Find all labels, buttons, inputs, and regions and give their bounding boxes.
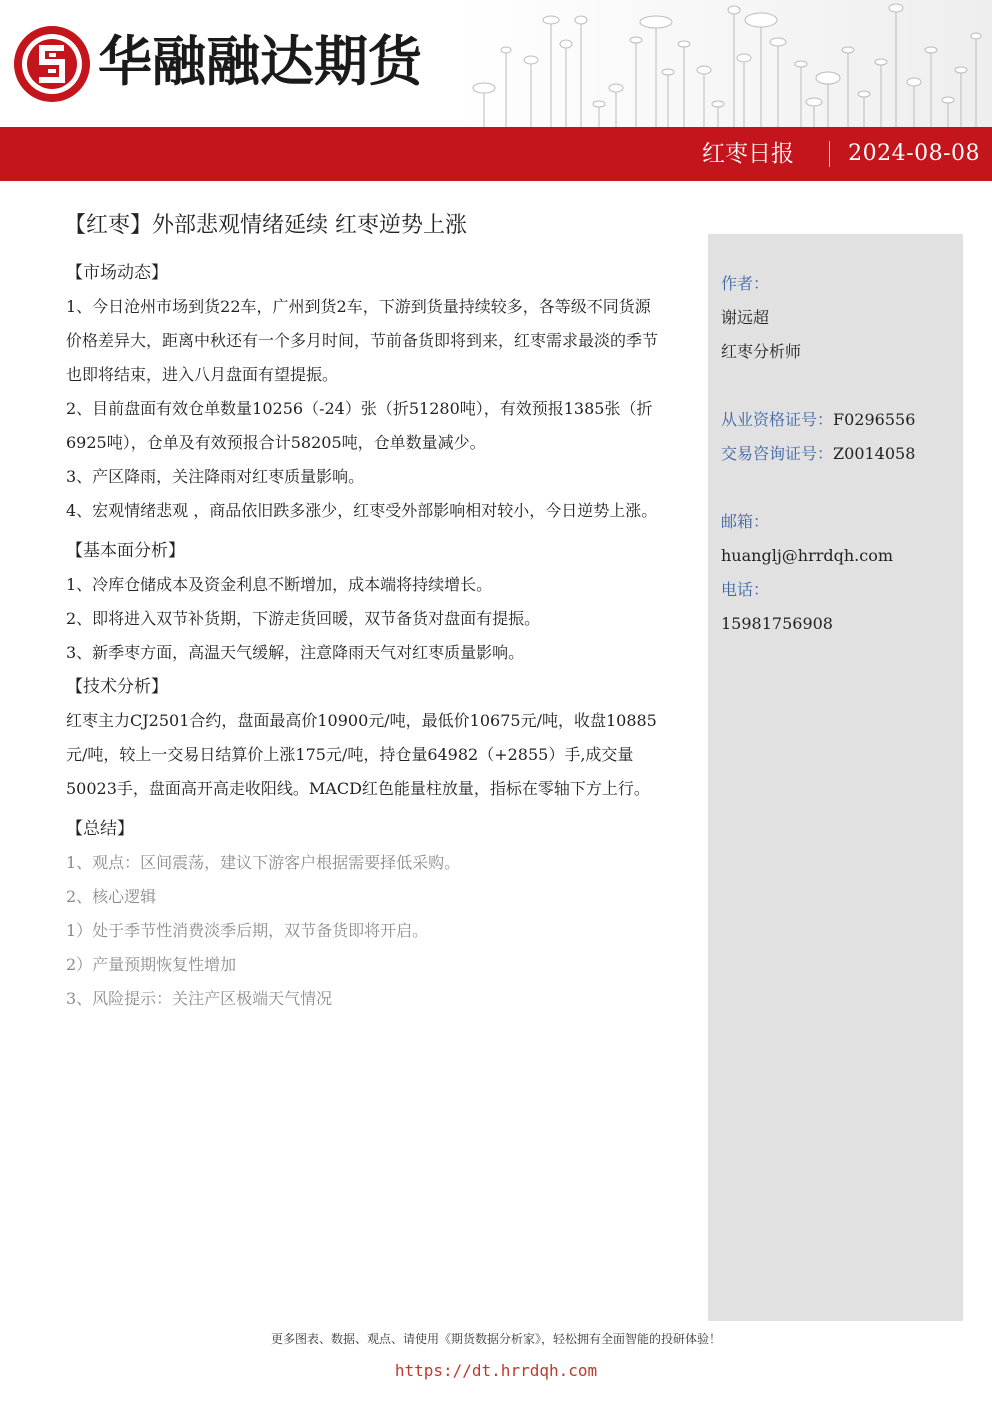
summary-item: 1）处于季节性消费淡季后期，双节备货即将开启。 xyxy=(66,921,429,940)
summary-list xyxy=(66,846,660,1016)
consulting-number: Z0014058 xyxy=(833,444,916,463)
market-item: 3、产区降雨，关注降雨对红枣质量影响。 xyxy=(66,467,365,486)
qualification-number: F0296556 xyxy=(833,410,916,429)
author-sidebar xyxy=(708,234,963,1321)
author-label: 作者： xyxy=(721,274,770,293)
main-content xyxy=(66,256,660,1016)
qualification-label: 从业资格证号： xyxy=(721,410,834,429)
consulting-line xyxy=(721,437,915,471)
section-title-technical: 【技术分析】 xyxy=(66,677,168,697)
company-logo xyxy=(12,24,92,104)
author-name: 谢远超 xyxy=(721,308,770,327)
article-headline: 【红枣】外部悲观情绪延续 红枣逆势上涨 xyxy=(64,213,467,238)
technical-text: 红枣主力CJ2501合约，盘面最高价10900元/吨，最低价10675元/吨，收盘10885元/吨，较上一交易日结算价上涨175元/吨，持仓量64982（+2855）手,成交量50023手，盘面高开高走收阳线。MACD红色能量柱放量，指标在零轴下方上行。 xyxy=(66,711,657,798)
fundamental-item: 1、冷库仓储成本及资金利息不断增加，成本端将持续增长。 xyxy=(66,575,493,594)
summary-item: 3、风险提示：关注产区极端天气情况 xyxy=(66,989,333,1008)
author-role: 红枣分析师 xyxy=(721,342,802,361)
section-title-summary: 【总结】 xyxy=(66,819,134,839)
email-address[interactable]: huanglj@hrrdqh.com xyxy=(721,546,894,565)
section-title-market: 【市场动态】 xyxy=(66,263,168,283)
consulting-label: 交易咨询证号： xyxy=(721,444,834,463)
market-item: 2、目前盘面有效仓单数量10256（-24）张（折51280吨），有效预报1385张（折6925吨），仓单及有效预报合计58205吨，仓单数量减少。 xyxy=(66,399,653,452)
market-item: 4、宏观情绪悲观 ，商品依旧跌多涨少，红枣受外部影响相对较小，今日逆势上涨。 xyxy=(66,501,658,520)
report-title: 红枣日报 xyxy=(702,141,794,167)
phone-label: 电话： xyxy=(721,580,770,599)
summary-item: 2）产量预期恢复性增加 xyxy=(66,955,237,974)
brand-name: 华融融达期货 xyxy=(98,30,422,93)
section-title-fundamental: 【基本面分析】 xyxy=(66,541,185,561)
report-date: 2024-08-08 xyxy=(848,141,980,166)
header-decoration xyxy=(456,0,992,127)
footer-promo: 更多图表、数据、观点、请使用《期货数据分析家》，轻松拥有全面智能的投研体验！ xyxy=(270,1332,721,1346)
email-label: 邮箱： xyxy=(721,512,770,531)
report-title-bar xyxy=(0,127,992,181)
market-item: 1、今日沧州市场到货22车，广州到货2车，下游到货量持续较多，各等级不同货源价格差异大，距离中秋还有一个多月时间，节前备货即将到来，红枣需求最淡的季节也即将结束，进入八月盘面有望提振。 xyxy=(66,297,659,384)
qualification-line xyxy=(721,403,915,437)
fundamental-item: 3、新季枣方面，高温天气缓解，注意降雨天气对红枣质量影响。 xyxy=(66,643,525,662)
fundamental-item: 2、即将进入双节补货期，下游走货回暖，双节备货对盘面有提振。 xyxy=(66,609,541,628)
title-separator xyxy=(829,141,830,167)
summary-item: 2、核心逻辑 xyxy=(66,887,157,906)
summary-item: 1、观点：区间震荡，建议下游客户根据需要择低采购。 xyxy=(66,853,461,872)
phone-number: 15981756908 xyxy=(721,614,833,633)
footer-url-link[interactable]: https://dt.hrrdqh.com xyxy=(394,1361,598,1380)
